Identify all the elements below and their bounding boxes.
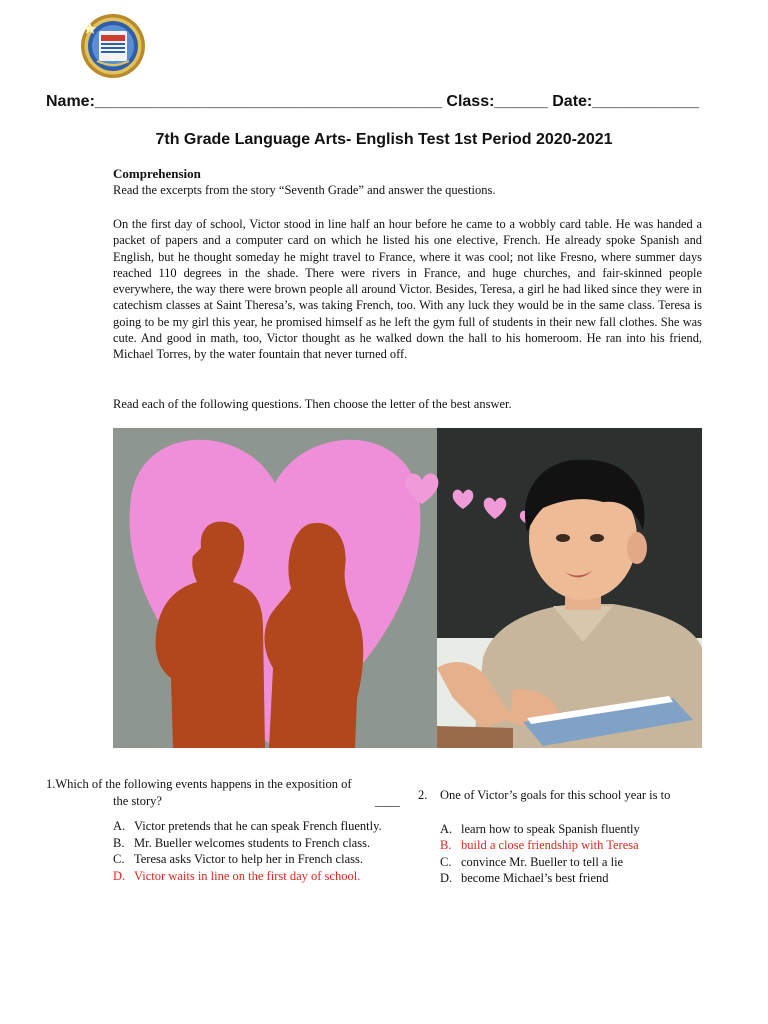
question-1 [46, 776, 406, 884]
answer-choice[interactable]: C. convince Mr. Bueller to tell a lie [440, 854, 624, 869]
question-2 [418, 787, 718, 887]
answer-choice[interactable]: A. learn how to speak Spanish fluently [440, 821, 640, 836]
answer-choice[interactable]: C. Teresa asks Victor to help her in French class. [113, 852, 363, 866]
answer-choice[interactable]: A. Victor pretends that he can speak French fluently. [113, 819, 382, 833]
answer-blank[interactable]: ____ [375, 794, 400, 808]
answer-choices [418, 821, 718, 887]
answer-choice[interactable]: B. Mr. Bueller welcomes students to French class. [113, 835, 371, 850]
question-number: 2. [418, 788, 428, 802]
correct-answer-choice[interactable]: B. build a close friendship with Teresa [440, 838, 639, 852]
school-logo [80, 13, 146, 79]
question-2-stem: 2. One of Victor’s goals for this school year is to [418, 788, 671, 802]
section-heading: Comprehension [113, 166, 201, 181]
name-class-date-line[interactable]: Name:_______________________________________ Class:______ Date:____________ [46, 93, 700, 110]
victor-classroom-panel [406, 428, 702, 748]
answer-choices [46, 818, 406, 884]
question-1-stem: 1.Which of the following events happens in the exposition of the story? [46, 777, 352, 808]
comprehension-instructions: Read the excerpts from the story “Seventh Grade” and answer the questions. [113, 183, 496, 197]
test-title: 7th Grade Language Arts- English Test 1st Period 2020-2021 [155, 131, 613, 148]
question-instructions: Read each of the following questions. Then choose the letter of the best answer. [113, 397, 512, 411]
couple-silhouette-panel [113, 428, 437, 748]
question-number: 1. [46, 777, 56, 791]
answer-choice[interactable]: D. become Michael’s best friend [440, 871, 609, 885]
story-illustration [113, 428, 702, 748]
story-excerpt: On the first day of school, Victor stood in line half an hour before he came to a wobbly card table. He was handed a packet of papers and a computer card on which he listed his one elective, French. He already spoke Spanish and English, but he thought someday he might travel to France, where it was cool; not like Fresno, where summer days reached 110 degrees in the shade. There were rivers in France, and huge churches, and fair-skinned people everywhere, the way there were brown people all around Victor. Besides, Teresa, a girl he had liked since they were in catechism classes at Saint Theresa’s, was taking French, too. With any luck they would be in the same class. Teresa is going to be my girl this year, he promised himself as he left the gym full of students in their new fall clothes. She was cute. And good in math, too, Victor thought as he walked down the hall to his homeroom. He ran into his friend, Michael Torres, by the water fountain that never turned off. [113, 217, 702, 362]
correct-answer-choice[interactable]: D. Victor waits in line on the first day of school. [113, 868, 361, 883]
